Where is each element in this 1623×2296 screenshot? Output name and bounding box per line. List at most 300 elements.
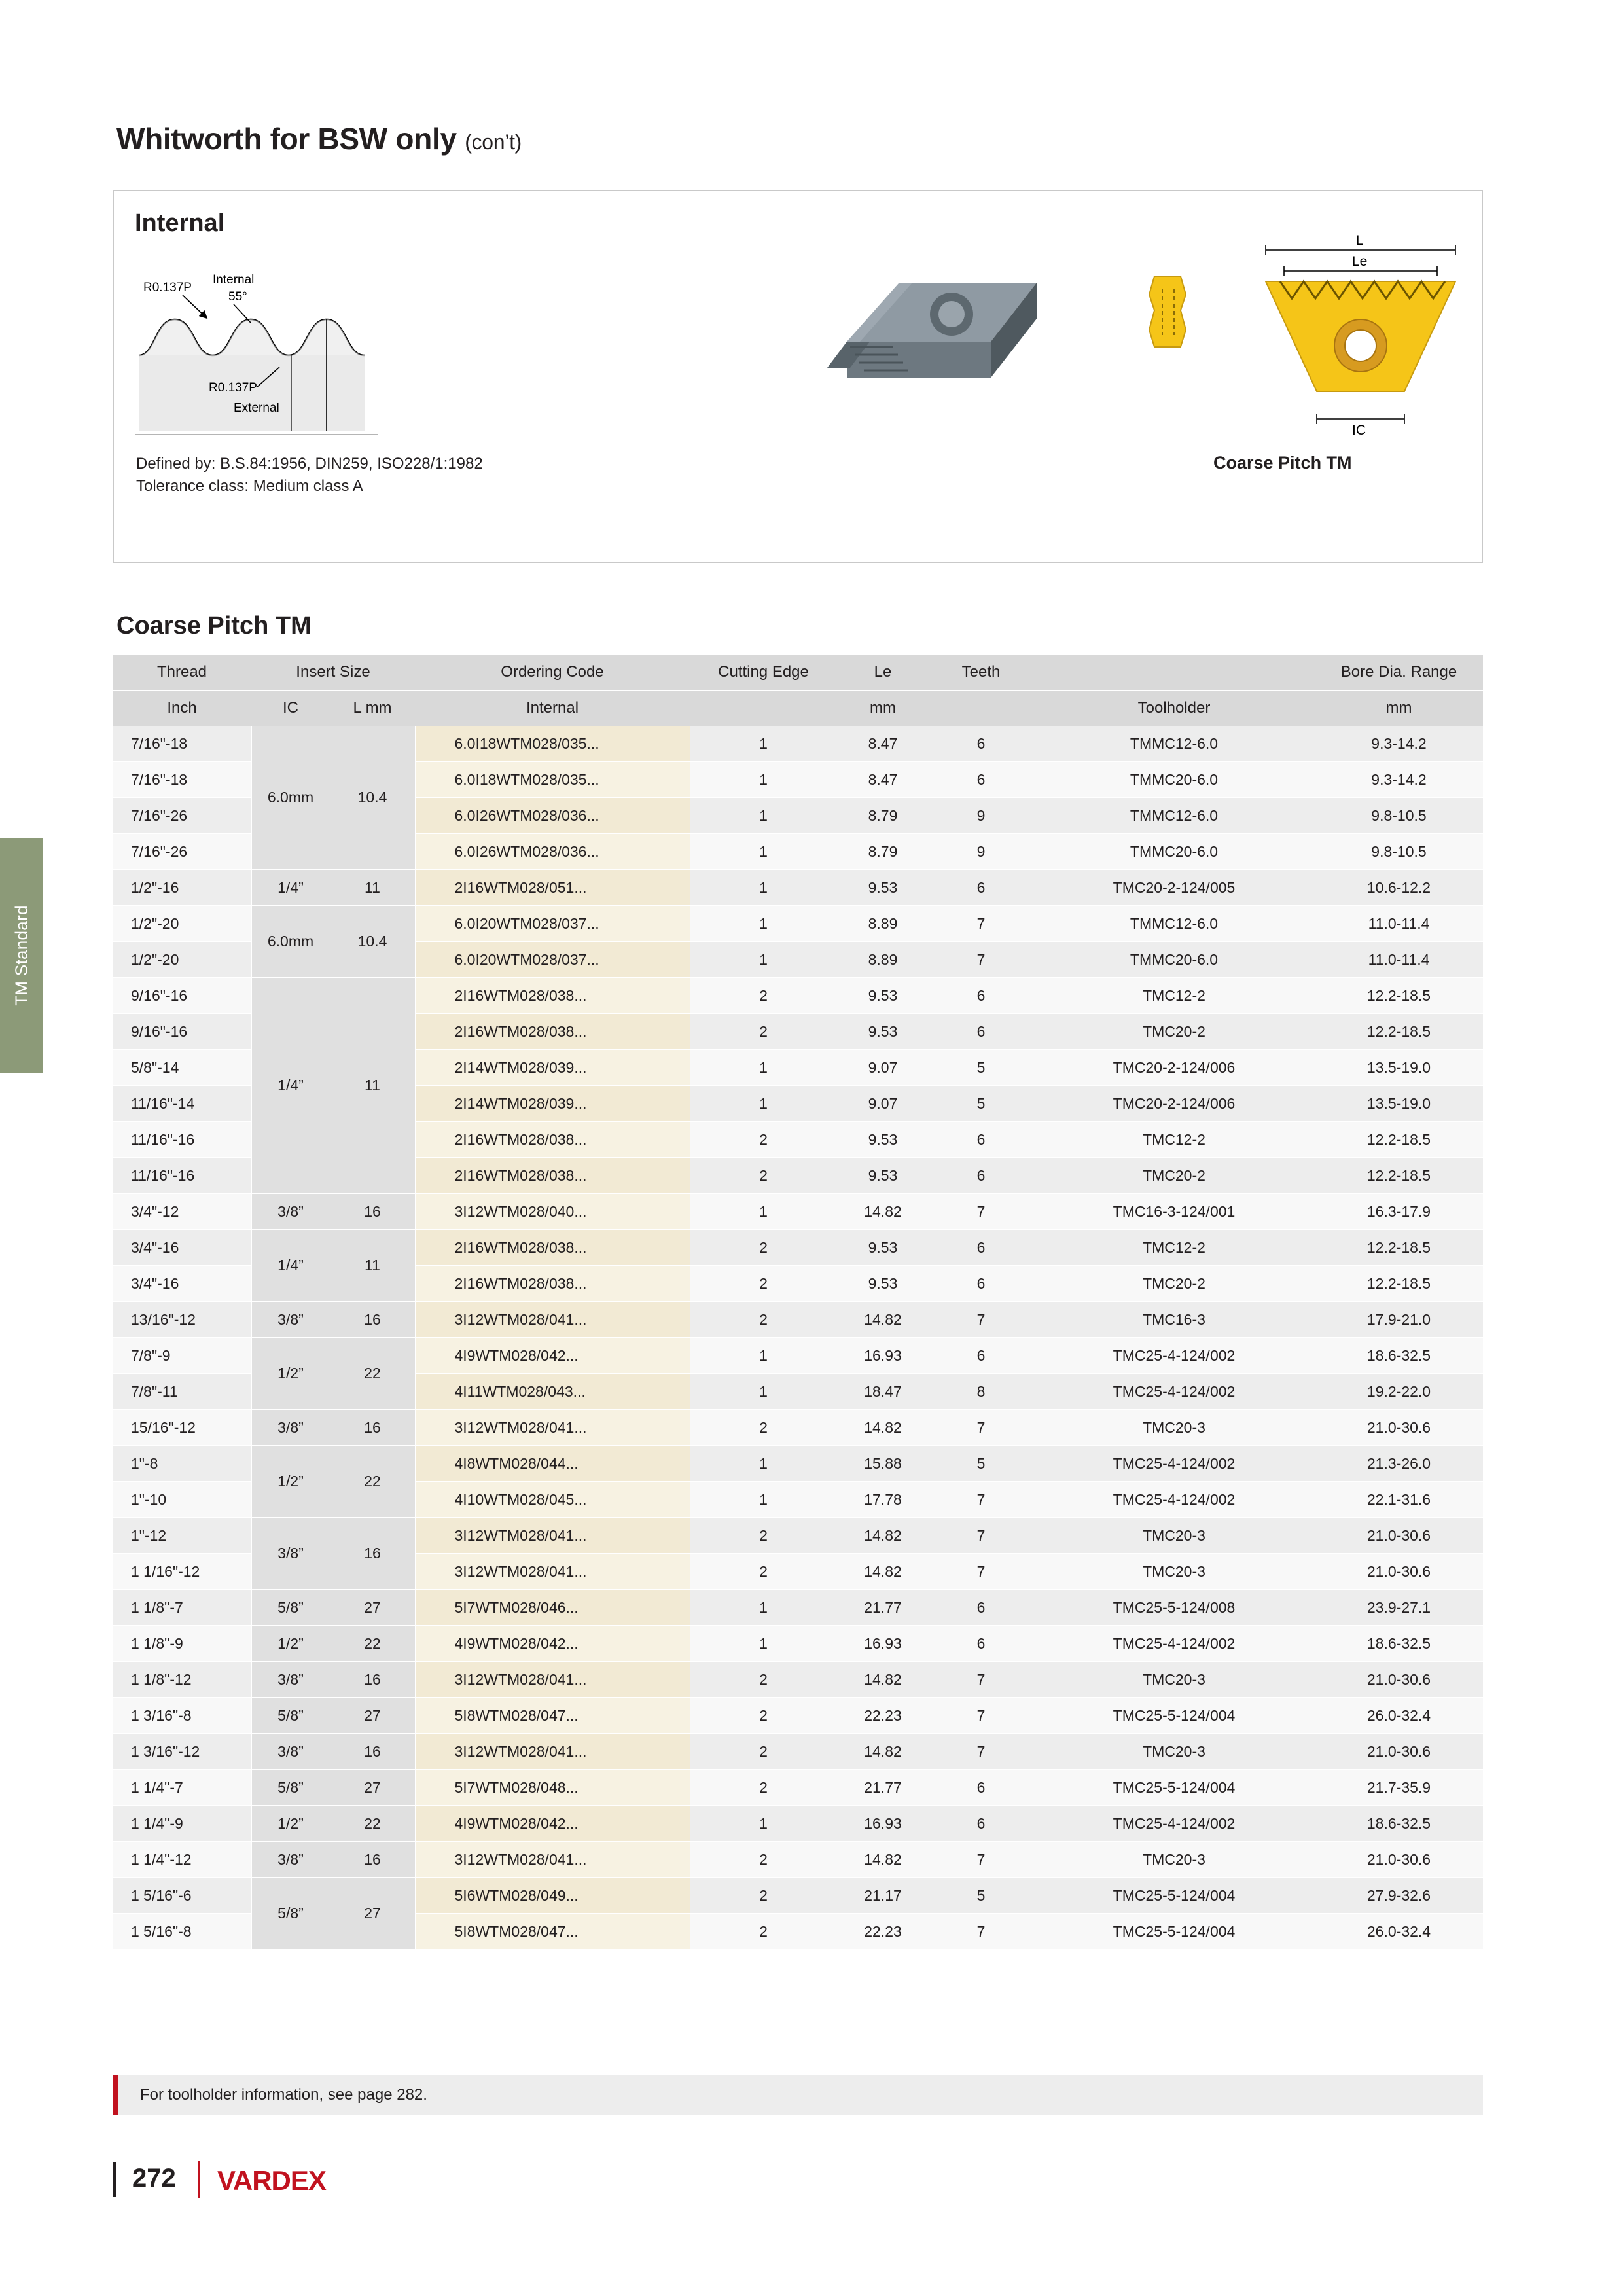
cell-toolholder: TMC16-3 (1033, 1302, 1315, 1338)
cell-le: 9.53 (837, 1014, 929, 1050)
cell-le: 8.47 (837, 762, 929, 798)
brand-logo: VARDEX (217, 2165, 326, 2196)
cell-ordering-code: 4I9WTM028/042... (415, 1806, 690, 1842)
header-ordering-code: Ordering Code (415, 655, 690, 691)
cell-bore-range: 9.8-10.5 (1315, 798, 1483, 834)
cell-cutting-edge: 1 (690, 942, 837, 978)
cell-cutting-edge: 2 (690, 1014, 837, 1050)
defined-by-line: Defined by: B.S.84:1956, DIN259, ISO228/1:1982 (136, 455, 483, 473)
table-row (113, 1590, 1483, 1626)
cell-insert-l: 16 (330, 1842, 415, 1878)
table-row (113, 1194, 1483, 1230)
cell-cutting-edge: 1 (690, 1806, 837, 1842)
cell-teeth: 6 (929, 1626, 1033, 1662)
cell-le: 14.82 (837, 1302, 929, 1338)
cell-le: 16.93 (837, 1338, 929, 1374)
cell-bore-range: 11.0-11.4 (1315, 906, 1483, 942)
cell-cutting-edge: 2 (690, 1410, 837, 1446)
cell-ordering-code: 3I12WTM028/041... (415, 1410, 690, 1446)
cell-teeth: 7 (929, 1194, 1033, 1230)
table-row (113, 1842, 1483, 1878)
cell-teeth: 8 (929, 1374, 1033, 1410)
cell-teeth: 6 (929, 1590, 1033, 1626)
cell-ordering-code: 4I9WTM028/042... (415, 1626, 690, 1662)
cell-toolholder: TMC20-3 (1033, 1662, 1315, 1698)
cell-cutting-edge: 1 (690, 726, 837, 762)
cell-cutting-edge: 2 (690, 1734, 837, 1770)
cell-cutting-edge: 1 (690, 870, 837, 906)
cell-le: 9.53 (837, 1266, 929, 1302)
cell-toolholder: TMC16-3-124/001 (1033, 1194, 1315, 1230)
definition-text (136, 453, 483, 497)
cell-bore-range: 21.0-30.6 (1315, 1842, 1483, 1878)
cell-le: 14.82 (837, 1410, 929, 1446)
header-blank (1033, 655, 1315, 691)
cell-bore-range: 16.3-17.9 (1315, 1194, 1483, 1230)
cell-le: 21.17 (837, 1878, 929, 1914)
cell-insert-ic: 1/2” (251, 1446, 330, 1518)
cell-thread: 1 1/8"-7 (113, 1590, 251, 1626)
cell-insert-l: 27 (330, 1590, 415, 1626)
cell-thread: 3/4"-16 (113, 1266, 251, 1302)
table-head (113, 655, 1483, 726)
subheader-toolholder: Toolholder (1033, 691, 1315, 726)
cell-bore-range: 18.6-32.5 (1315, 1806, 1483, 1842)
page-title-suffix: (con’t) (465, 130, 522, 154)
cell-ordering-code: 3I12WTM028/041... (415, 1518, 690, 1554)
svg-text:IC: IC (1352, 423, 1366, 438)
cell-le: 8.47 (837, 726, 929, 762)
cell-thread: 13/16"-12 (113, 1302, 251, 1338)
cell-insert-l: 10.4 (330, 726, 415, 870)
table-row (113, 1230, 1483, 1266)
cell-cutting-edge: 2 (690, 1518, 837, 1554)
table-row (113, 1302, 1483, 1338)
cell-cutting-edge: 2 (690, 1302, 837, 1338)
cell-thread: 7/16"-18 (113, 726, 251, 762)
coarse-pitch-table (113, 655, 1483, 1950)
header-insert-size: Insert Size (251, 655, 415, 691)
cell-ordering-code: 3I12WTM028/040... (415, 1194, 690, 1230)
cell-bore-range: 21.0-30.6 (1315, 1410, 1483, 1446)
cell-thread: 1"-8 (113, 1446, 251, 1482)
cell-le: 16.93 (837, 1626, 929, 1662)
cell-bore-range: 21.0-30.6 (1315, 1518, 1483, 1554)
cell-le: 16.93 (837, 1806, 929, 1842)
cell-le: 21.77 (837, 1770, 929, 1806)
cell-cutting-edge: 2 (690, 1914, 837, 1950)
cell-bore-range: 12.2-18.5 (1315, 1158, 1483, 1194)
cell-toolholder: TMC20-3 (1033, 1554, 1315, 1590)
cell-bore-range: 12.2-18.5 (1315, 1230, 1483, 1266)
cell-ordering-code: 2I14WTM028/039... (415, 1086, 690, 1122)
cell-le: 14.82 (837, 1842, 929, 1878)
table-row (113, 906, 1483, 942)
header-le: Le (837, 655, 929, 691)
cell-bore-range: 12.2-18.5 (1315, 978, 1483, 1014)
cell-toolholder: TMC25-4-124/002 (1033, 1626, 1315, 1662)
subheader-mm-bore: mm (1315, 691, 1483, 726)
cell-toolholder: TMC25-5-124/008 (1033, 1590, 1315, 1626)
side-tab-tm-standard (0, 838, 43, 1073)
cell-cutting-edge: 2 (690, 1878, 837, 1914)
cell-teeth: 7 (929, 1662, 1033, 1698)
cell-thread: 1/2"-20 (113, 906, 251, 942)
cell-teeth: 9 (929, 834, 1033, 870)
subheader-mm-le: mm (837, 691, 929, 726)
cell-bore-range: 9.3-14.2 (1315, 726, 1483, 762)
cell-toolholder: TMC25-4-124/002 (1033, 1806, 1315, 1842)
header-thread: Thread (113, 655, 251, 691)
table-row (113, 870, 1483, 906)
cell-le: 9.07 (837, 1086, 929, 1122)
subheader-ic: IC (251, 691, 330, 726)
thread-profile-diagram (135, 257, 378, 435)
cell-teeth: 5 (929, 1050, 1033, 1086)
subheader-internal: Internal (415, 691, 690, 726)
cell-ordering-code: 2I16WTM028/038... (415, 1230, 690, 1266)
cell-cutting-edge: 2 (690, 1842, 837, 1878)
cell-ordering-code: 2I16WTM028/038... (415, 1158, 690, 1194)
cell-toolholder: TMC25-5-124/004 (1033, 1914, 1315, 1950)
cell-insert-l: 27 (330, 1770, 415, 1806)
cell-bore-range: 18.6-32.5 (1315, 1338, 1483, 1374)
cell-teeth: 6 (929, 978, 1033, 1014)
cell-cutting-edge: 1 (690, 762, 837, 798)
footer-separator (198, 2161, 200, 2198)
cell-bore-range: 21.7-35.9 (1315, 1770, 1483, 1806)
subheader-inch: Inch (113, 691, 251, 726)
cell-cutting-edge: 2 (690, 1698, 837, 1734)
cell-bore-range: 17.9-21.0 (1315, 1302, 1483, 1338)
cell-cutting-edge: 2 (690, 978, 837, 1014)
cell-le: 9.53 (837, 1122, 929, 1158)
cell-thread: 1 1/4"-12 (113, 1842, 251, 1878)
cell-teeth: 9 (929, 798, 1033, 834)
info-box-heading: Internal (135, 209, 225, 237)
cell-teeth: 6 (929, 1338, 1033, 1374)
svg-text:Le: Le (1352, 254, 1368, 269)
cell-bore-range: 18.6-32.5 (1315, 1626, 1483, 1662)
page-number: 272 (132, 2164, 176, 2193)
cell-insert-ic: 5/8” (251, 1698, 330, 1734)
cell-toolholder: TMC20-2 (1033, 1266, 1315, 1302)
insert-front-view (1240, 230, 1482, 450)
cell-teeth: 7 (929, 1302, 1033, 1338)
cell-toolholder: TMC12-2 (1033, 978, 1315, 1014)
cell-insert-ic: 3/8” (251, 1194, 330, 1230)
cell-toolholder: TMMC12-6.0 (1033, 906, 1315, 942)
cell-insert-l: 16 (330, 1410, 415, 1446)
cell-thread: 1 1/4"-9 (113, 1806, 251, 1842)
cell-thread: 7/16"-26 (113, 798, 251, 834)
cell-bore-range: 12.2-18.5 (1315, 1014, 1483, 1050)
cell-insert-ic: 3/8” (251, 1410, 330, 1446)
cell-toolholder: TMC20-3 (1033, 1410, 1315, 1446)
cell-bore-range: 10.6-12.2 (1315, 870, 1483, 906)
svg-text:L: L (1356, 233, 1364, 248)
cell-ordering-code: 4I9WTM028/042... (415, 1338, 690, 1374)
table-group-header-row (113, 655, 1483, 691)
cell-ordering-code: 2I16WTM028/038... (415, 1122, 690, 1158)
cell-insert-l: 27 (330, 1698, 415, 1734)
cell-insert-l: 16 (330, 1194, 415, 1230)
header-teeth: Teeth (929, 655, 1033, 691)
cell-thread: 15/16"-12 (113, 1410, 251, 1446)
cell-bore-range: 21.0-30.6 (1315, 1662, 1483, 1698)
svg-text:Internal: Internal (213, 273, 255, 287)
cell-cutting-edge: 2 (690, 1122, 837, 1158)
cell-thread: 7/16"-26 (113, 834, 251, 870)
note-accent-bar (113, 2075, 118, 2115)
cell-insert-l: 11 (330, 978, 415, 1194)
cell-le: 21.77 (837, 1590, 929, 1626)
internal-info-box (113, 190, 1483, 563)
cell-cutting-edge: 2 (690, 1554, 837, 1590)
table-sub-header-row (113, 691, 1483, 726)
coarse-pitch-caption: Coarse Pitch TM (1213, 453, 1352, 473)
cell-bore-range: 13.5-19.0 (1315, 1086, 1483, 1122)
cell-cutting-edge: 1 (690, 1086, 837, 1122)
cell-thread: 1 3/16"-12 (113, 1734, 251, 1770)
table-row (113, 1734, 1483, 1770)
cell-insert-l: 16 (330, 1518, 415, 1590)
cell-teeth: 6 (929, 726, 1033, 762)
cell-thread: 1 5/16"-8 (113, 1914, 251, 1950)
cell-insert-ic: 6.0mm (251, 726, 330, 870)
cell-insert-ic: 1/2” (251, 1806, 330, 1842)
cell-teeth: 7 (929, 1554, 1033, 1590)
cell-teeth: 7 (929, 1734, 1033, 1770)
cell-toolholder: TMC20-2 (1033, 1014, 1315, 1050)
cell-bore-range: 21.3-26.0 (1315, 1446, 1483, 1482)
cell-toolholder: TMMC20-6.0 (1033, 942, 1315, 978)
table-row (113, 1338, 1483, 1374)
cell-insert-ic: 5/8” (251, 1878, 330, 1950)
cell-le: 8.89 (837, 942, 929, 978)
cell-toolholder: TMC25-5-124/004 (1033, 1698, 1315, 1734)
cell-teeth: 5 (929, 1878, 1033, 1914)
cell-insert-l: 22 (330, 1806, 415, 1842)
cell-teeth: 5 (929, 1086, 1033, 1122)
cell-thread: 11/16"-16 (113, 1158, 251, 1194)
cell-cutting-edge: 1 (690, 906, 837, 942)
cell-cutting-edge: 1 (690, 1050, 837, 1086)
cell-bore-range: 9.3-14.2 (1315, 762, 1483, 798)
cell-bore-range: 11.0-11.4 (1315, 942, 1483, 978)
table-row (113, 1410, 1483, 1446)
cell-ordering-code: 6.0I26WTM028/036... (415, 834, 690, 870)
cell-bore-range: 12.2-18.5 (1315, 1122, 1483, 1158)
cell-ordering-code: 3I12WTM028/041... (415, 1302, 690, 1338)
cell-teeth: 7 (929, 906, 1033, 942)
page-title-text: Whitworth for BSW only (116, 122, 457, 156)
cell-insert-ic: 1/4” (251, 978, 330, 1194)
cell-cutting-edge: 1 (690, 834, 837, 870)
cell-thread: 7/8"-11 (113, 1374, 251, 1410)
cell-insert-ic: 3/8” (251, 1662, 330, 1698)
cell-ordering-code: 3I12WTM028/041... (415, 1662, 690, 1698)
toolholder-note-bar (113, 2075, 1483, 2115)
cell-thread: 3/4"-16 (113, 1230, 251, 1266)
cell-ordering-code: 6.0I18WTM028/035... (415, 726, 690, 762)
cell-ordering-code: 6.0I20WTM028/037... (415, 942, 690, 978)
cell-toolholder: TMMC20-6.0 (1033, 762, 1315, 798)
cell-toolholder: TMC25-5-124/004 (1033, 1878, 1315, 1914)
cell-toolholder: TMC25-4-124/002 (1033, 1482, 1315, 1518)
cell-thread: 3/4"-12 (113, 1194, 251, 1230)
cell-teeth: 7 (929, 1914, 1033, 1950)
tolerance-line: Tolerance class: Medium class A (136, 477, 363, 495)
cell-teeth: 5 (929, 1446, 1033, 1482)
cell-toolholder: TMC20-2-124/006 (1033, 1050, 1315, 1086)
table-row (113, 1878, 1483, 1914)
cell-thread: 1 5/16"-6 (113, 1878, 251, 1914)
cell-ordering-code: 5I7WTM028/046... (415, 1590, 690, 1626)
cell-ordering-code: 5I7WTM028/048... (415, 1770, 690, 1806)
cell-toolholder: TMC20-2-124/005 (1033, 870, 1315, 906)
cell-thread: 11/16"-16 (113, 1122, 251, 1158)
header-bore-dia-range: Bore Dia. Range (1315, 655, 1483, 691)
svg-text:55°: 55° (228, 290, 247, 304)
cell-le: 8.79 (837, 834, 929, 870)
header-cutting-edge: Cutting Edge (690, 655, 837, 691)
thread-profile-svg (135, 257, 378, 434)
note-text: For toolholder information, see page 282. (140, 2086, 427, 2104)
cell-thread: 1/2"-16 (113, 870, 251, 906)
cell-ordering-code: 4I11WTM028/043... (415, 1374, 690, 1410)
cell-ordering-code: 6.0I26WTM028/036... (415, 798, 690, 834)
insert-3d-svg (821, 263, 1056, 427)
cell-toolholder: TMC20-3 (1033, 1734, 1315, 1770)
cell-thread: 5/8"-14 (113, 1050, 251, 1086)
cell-ordering-code: 2I16WTM028/051... (415, 870, 690, 906)
cell-cutting-edge: 2 (690, 1266, 837, 1302)
insert-3d-illustration (821, 263, 1056, 430)
cell-ordering-code: 2I16WTM028/038... (415, 1266, 690, 1302)
cell-ordering-code: 4I10WTM028/045... (415, 1482, 690, 1518)
cell-ordering-code: 5I8WTM028/047... (415, 1914, 690, 1950)
cell-insert-ic: 1/4” (251, 870, 330, 906)
cell-le: 14.82 (837, 1194, 929, 1230)
cell-cutting-edge: 1 (690, 1590, 837, 1626)
cell-insert-ic: 1/2” (251, 1626, 330, 1662)
table-row (113, 1446, 1483, 1482)
table-row (113, 1770, 1483, 1806)
cell-bore-range: 12.2-18.5 (1315, 1266, 1483, 1302)
cell-bore-range: 19.2-22.0 (1315, 1374, 1483, 1410)
cell-cutting-edge: 1 (690, 798, 837, 834)
cell-toolholder: TMC20-2 (1033, 1158, 1315, 1194)
cell-le: 22.23 (837, 1698, 929, 1734)
cell-insert-l: 22 (330, 1446, 415, 1518)
svg-text:External: External (234, 401, 279, 415)
cell-ordering-code: 2I16WTM028/038... (415, 1014, 690, 1050)
cell-insert-ic: 3/8” (251, 1302, 330, 1338)
cell-ordering-code: 3I12WTM028/041... (415, 1842, 690, 1878)
svg-text:R0.137P: R0.137P (209, 381, 257, 395)
cell-cutting-edge: 1 (690, 1374, 837, 1410)
cell-teeth: 6 (929, 1122, 1033, 1158)
table-row (113, 1626, 1483, 1662)
cell-cutting-edge: 1 (690, 1482, 837, 1518)
cell-le: 9.53 (837, 978, 929, 1014)
cell-le: 14.82 (837, 1662, 929, 1698)
cell-insert-ic: 3/8” (251, 1734, 330, 1770)
cell-teeth: 7 (929, 1842, 1033, 1878)
cell-insert-l: 16 (330, 1662, 415, 1698)
cell-insert-l: 11 (330, 1230, 415, 1302)
table-row (113, 1662, 1483, 1698)
cell-toolholder: TMC25-4-124/002 (1033, 1374, 1315, 1410)
cell-insert-l: 10.4 (330, 906, 415, 978)
cell-toolholder: TMC20-2-124/006 (1033, 1086, 1315, 1122)
table-row (113, 1698, 1483, 1734)
cell-cutting-edge: 2 (690, 1662, 837, 1698)
cell-teeth: 7 (929, 1482, 1033, 1518)
cell-insert-l: 27 (330, 1878, 415, 1950)
cell-cutting-edge: 1 (690, 1626, 837, 1662)
cell-toolholder: TMC20-3 (1033, 1842, 1315, 1878)
cell-bore-range: 26.0-32.4 (1315, 1914, 1483, 1950)
insert-front-svg (1240, 230, 1482, 446)
cell-le: 22.23 (837, 1914, 929, 1950)
cell-bore-range: 9.8-10.5 (1315, 834, 1483, 870)
cell-toolholder: TMC12-2 (1033, 1230, 1315, 1266)
cell-teeth: 6 (929, 1014, 1033, 1050)
cell-le: 8.89 (837, 906, 929, 942)
cell-teeth: 6 (929, 870, 1033, 906)
cell-thread: 1 1/8"-9 (113, 1626, 251, 1662)
cell-teeth: 7 (929, 1698, 1033, 1734)
cell-ordering-code: 2I16WTM028/038... (415, 978, 690, 1014)
cell-insert-l: 11 (330, 870, 415, 906)
cell-toolholder: TMMC12-6.0 (1033, 726, 1315, 762)
cell-ordering-code: 5I6WTM028/049... (415, 1878, 690, 1914)
cell-insert-ic: 5/8” (251, 1770, 330, 1806)
cell-bore-range: 23.9-27.1 (1315, 1590, 1483, 1626)
table-row (113, 978, 1483, 1014)
cell-ordering-code: 5I8WTM028/047... (415, 1698, 690, 1734)
cell-toolholder: TMC20-3 (1033, 1518, 1315, 1554)
cell-thread: 7/16"-18 (113, 762, 251, 798)
cell-insert-l: 22 (330, 1338, 415, 1410)
cell-insert-ic: 1/4” (251, 1230, 330, 1302)
cell-toolholder: TMC25-4-124/002 (1033, 1338, 1315, 1374)
cell-thread: 1 3/16"-8 (113, 1698, 251, 1734)
cell-ordering-code: 6.0I20WTM028/037... (415, 906, 690, 942)
cell-insert-l: 16 (330, 1734, 415, 1770)
cell-ordering-code: 6.0I18WTM028/035... (415, 762, 690, 798)
cell-le: 9.07 (837, 1050, 929, 1086)
cell-bore-range: 21.0-30.6 (1315, 1554, 1483, 1590)
cell-thread: 7/8"-9 (113, 1338, 251, 1374)
cell-cutting-edge: 1 (690, 1194, 837, 1230)
cell-toolholder: TMC25-4-124/002 (1033, 1446, 1315, 1482)
cell-teeth: 7 (929, 942, 1033, 978)
section-title: Coarse Pitch TM (116, 612, 312, 639)
side-tab-label: TM Standard (11, 905, 31, 1006)
insert-side-view (1135, 270, 1207, 397)
page-footer (113, 2160, 571, 2206)
cell-insert-ic: 3/8” (251, 1842, 330, 1878)
cell-le: 17.78 (837, 1482, 929, 1518)
cell-teeth: 6 (929, 1230, 1033, 1266)
cell-le: 14.82 (837, 1554, 929, 1590)
cell-toolholder: TMMC12-6.0 (1033, 798, 1315, 834)
cell-insert-l: 16 (330, 1302, 415, 1338)
cell-thread: 1 1/8"-12 (113, 1662, 251, 1698)
